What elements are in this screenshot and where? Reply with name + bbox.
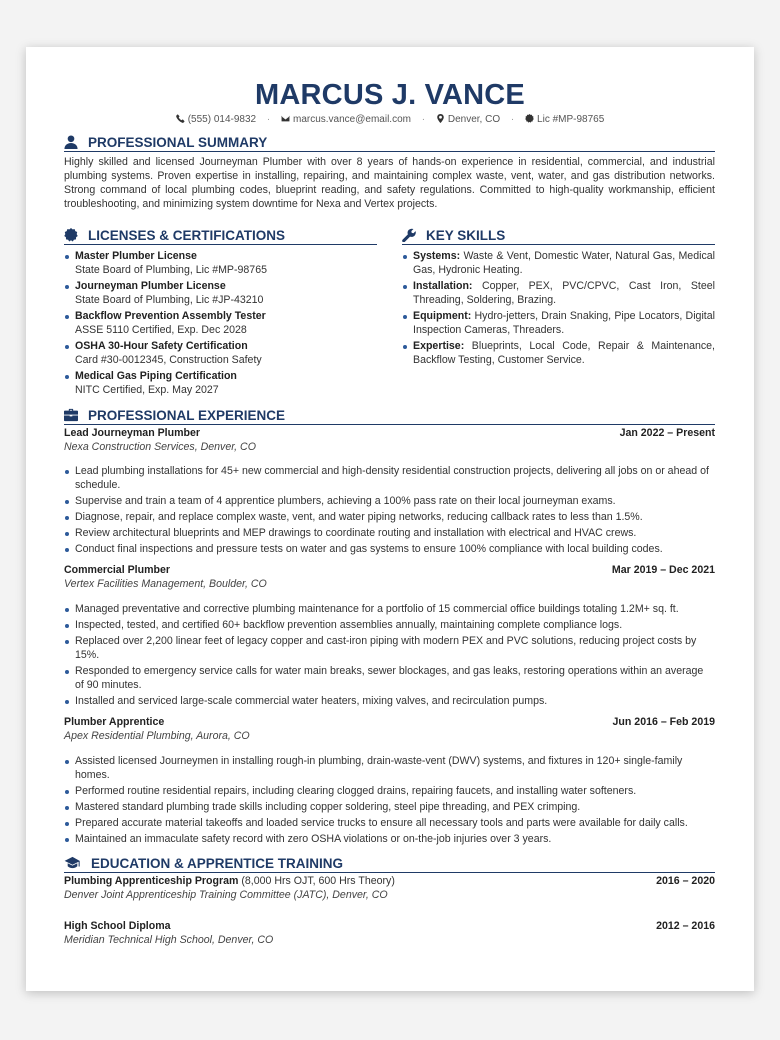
list-item: [402, 279, 715, 307]
list-item: Responded to emergency service calls for water main breaks, sewer blockages, and gas leaks, restoring operations within an average of 90 minutes.: [64, 664, 715, 692]
education-institution: Denver Joint Apprenticeship Training Committee (JATC), Denver, CO: [64, 889, 388, 901]
education-title: High School Diploma: [64, 920, 171, 932]
briefcase-icon: [64, 408, 78, 422]
license-detail: Card #30-0012345, Construction Safety: [75, 354, 262, 366]
licenses-heading: [64, 228, 377, 245]
list-item: Lead plumbing installations for 45+ new commercial and high-density residential construction projects, delivering all jobs on or ahead of schedule.: [64, 464, 715, 492]
list-item: Inspected, tested, and certified 60+ backflow prevention assemblies annually, maintaining complete compliance logs.: [64, 618, 715, 632]
resume-page: [26, 47, 754, 991]
job-duties: [64, 464, 715, 558]
envelope-icon: [281, 114, 290, 123]
phone-icon: [176, 114, 185, 123]
list-item: Performed routine residential repairs, including clearing clogged drains, repairing faucets, and installing water softeners.: [64, 784, 715, 798]
job-dates: Jan 2022 – Present: [619, 427, 715, 439]
job-header: [64, 715, 715, 743]
licenses-heading-text: LICENSES & CERTIFICATIONS: [88, 228, 286, 243]
graduation-cap-icon: [64, 856, 81, 870]
badge-icon: [64, 228, 78, 242]
list-item: [64, 339, 377, 367]
skills-heading-text: KEY SKILLS: [426, 228, 506, 243]
job-employer: Vertex Facilities Management, Boulder, CO: [64, 578, 267, 590]
education-heading-text: EDUCATION & APPRENTICE TRAINING: [91, 856, 344, 871]
list-item: Diagnose, repair, and replace complex waste, vent, and water piping networks, reducing callback rates to less than 1.5%.: [64, 510, 715, 524]
job-title: Commercial Plumber: [64, 564, 170, 576]
summary-text: Highly skilled and licensed Journeyman Plumber with over 8 years of hands-on experience in residential, commercial, and industrial plumbing systems. Proven expertise in installing, repairing, and maintaining complex waste, vent, water, and gas distribution networks. Strong command of local plumbing codes, blueprint reading, and safety regulations. Committed to high-quality workmanship, efficient troubleshooting, and minimizing system downtime for Nexa and Vertex projects.: [64, 156, 715, 210]
list-item: [64, 279, 377, 307]
list-item: Prepared accurate material takeoffs and loaded service trucks to ensure all necessary tools and parts were available for daily calls.: [64, 816, 715, 830]
list-item: [64, 369, 377, 397]
separator: ·: [510, 114, 515, 125]
license-detail: ASSE 5110 Certified, Exp. Dec 2028: [75, 324, 247, 336]
education-dates: 2012 – 2016: [656, 920, 715, 932]
list-item: Replaced over 2,200 linear feet of legacy copper and cast-iron piping with modern PEX and PVC solutions, reducing project costs by 15%.: [64, 634, 715, 662]
phone-text: (555) 014-9832: [187, 114, 257, 125]
list-item: Installed and serviced large-scale commercial water heaters, mixing valves, and recirculation pumps.: [64, 694, 715, 708]
separator: ·: [266, 114, 271, 125]
education-dates: 2016 – 2020: [656, 875, 715, 887]
skill-text: Waste & Vent, Domestic Water, Natural Gas, Medical Gas, Hydronic Heating.: [413, 250, 715, 276]
list-item: [402, 339, 715, 367]
skill-label: Expertise:: [413, 340, 465, 352]
education-item: [64, 874, 715, 902]
separator: ·: [421, 114, 426, 125]
skill-text: Hydro-jetters, Drain Snaking, Pipe Locators, Digital Inspection Cameras, Threaders.: [413, 310, 715, 336]
job-duties: [64, 754, 715, 848]
list-item: Supervise and train a team of 4 apprentice plumbers, achieving a 100% pass rate on their local journeyman exams.: [64, 494, 715, 508]
job-employer: Apex Residential Plumbing, Aurora, CO: [64, 730, 250, 742]
job-dates: Mar 2019 – Dec 2021: [611, 564, 715, 576]
licenses-list: [64, 249, 377, 399]
list-item: Managed preventative and corrective plumbing maintenance for a portfolio of 15 commercial office buildings totaling 1.2M+ sq. ft.: [64, 602, 715, 616]
experience-heading-text: PROFESSIONAL EXPERIENCE: [88, 408, 286, 423]
education-title: Plumbing Apprenticeship Program: [64, 875, 239, 887]
skill-label: Installation:: [413, 280, 473, 292]
contact-line: [26, 114, 754, 125]
job-employer: Nexa Construction Services, Denver, CO: [64, 441, 256, 453]
license-detail: State Board of Plumbing, Lic #MP-98765: [75, 264, 267, 276]
list-item: [402, 309, 715, 337]
location-text: Denver, CO: [447, 114, 501, 125]
summary-heading-text: PROFESSIONAL SUMMARY: [88, 135, 268, 150]
certificate-icon: [525, 114, 534, 123]
license-title: Medical Gas Piping Certification: [75, 370, 237, 382]
user-icon: [64, 135, 78, 149]
education-institution: Meridian Technical High School, Denver, CO: [64, 934, 274, 946]
skills-heading: [402, 228, 715, 245]
license-title: Journeyman Plumber License: [75, 280, 226, 292]
license-title: OSHA 30-Hour Safety Certification: [75, 340, 248, 352]
license-detail: State Board of Plumbing, Lic #JP-43210: [75, 294, 264, 306]
education-heading: [64, 856, 715, 873]
skill-text: Copper, PEX, PVC/CPVC, Cast Iron, Steel Threading, Soldering, Brazing.: [413, 280, 715, 306]
job-dates: Jun 2016 – Feb 2019: [612, 716, 715, 728]
license-title: Backflow Prevention Assembly Tester: [75, 310, 266, 322]
job-title: Plumber Apprentice: [64, 716, 165, 728]
wrench-icon: [402, 228, 416, 242]
skill-text: Blueprints, Local Code, Repair & Maintenance, Backflow Testing, Customer Service.: [413, 340, 715, 366]
list-item: Assisted licensed Journeymen in installing rough-in plumbing, drain-waste-vent (DWV) systems, and fixtures in 120+ single-family homes.: [64, 754, 715, 782]
skills-list: [402, 249, 715, 369]
skill-label: Systems:: [413, 250, 461, 262]
list-item: Maintained an immaculate safety record with zero OSHA violations or on-the-job injuries over 3 years.: [64, 832, 715, 846]
license-detail: NITC Certified, Exp. May 2027: [75, 384, 219, 396]
job-header: [64, 426, 715, 454]
summary-heading: [64, 135, 715, 152]
list-item: Conduct final inspections and pressure tests on water and gas systems to ensure 100% compliance with local building codes.: [64, 542, 715, 556]
location-item: [436, 114, 500, 125]
job-title: Lead Journeyman Plumber: [64, 427, 200, 439]
list-item: Review architectural blueprints and MEP drawings to coordinate routing and installation with electrical and HVAC crews.: [64, 526, 715, 540]
education-item: [64, 919, 715, 947]
license-text: Lic #MP-98765: [537, 114, 605, 125]
list-item: Mastered standard plumbing trade skills including copper soldering, steel pipe threading, and PEX crimping.: [64, 800, 715, 814]
license-title: Master Plumber License: [75, 250, 197, 262]
map-pin-icon: [436, 114, 445, 123]
job-header: [64, 563, 715, 591]
list-item: [64, 309, 377, 337]
education-extra: (8,000 Hrs OJT, 600 Hrs Theory): [238, 875, 395, 887]
email-item: [281, 114, 411, 125]
list-item: [64, 249, 377, 277]
license-item: [525, 114, 604, 125]
skill-label: Equipment:: [413, 310, 472, 322]
email-text: marcus.vance@email.com: [293, 114, 411, 125]
list-item: [402, 249, 715, 277]
phone-item: [176, 114, 256, 125]
job-duties: [64, 602, 715, 710]
experience-heading: [64, 408, 715, 425]
candidate-name: MARCUS J. VANCE: [255, 79, 525, 111]
